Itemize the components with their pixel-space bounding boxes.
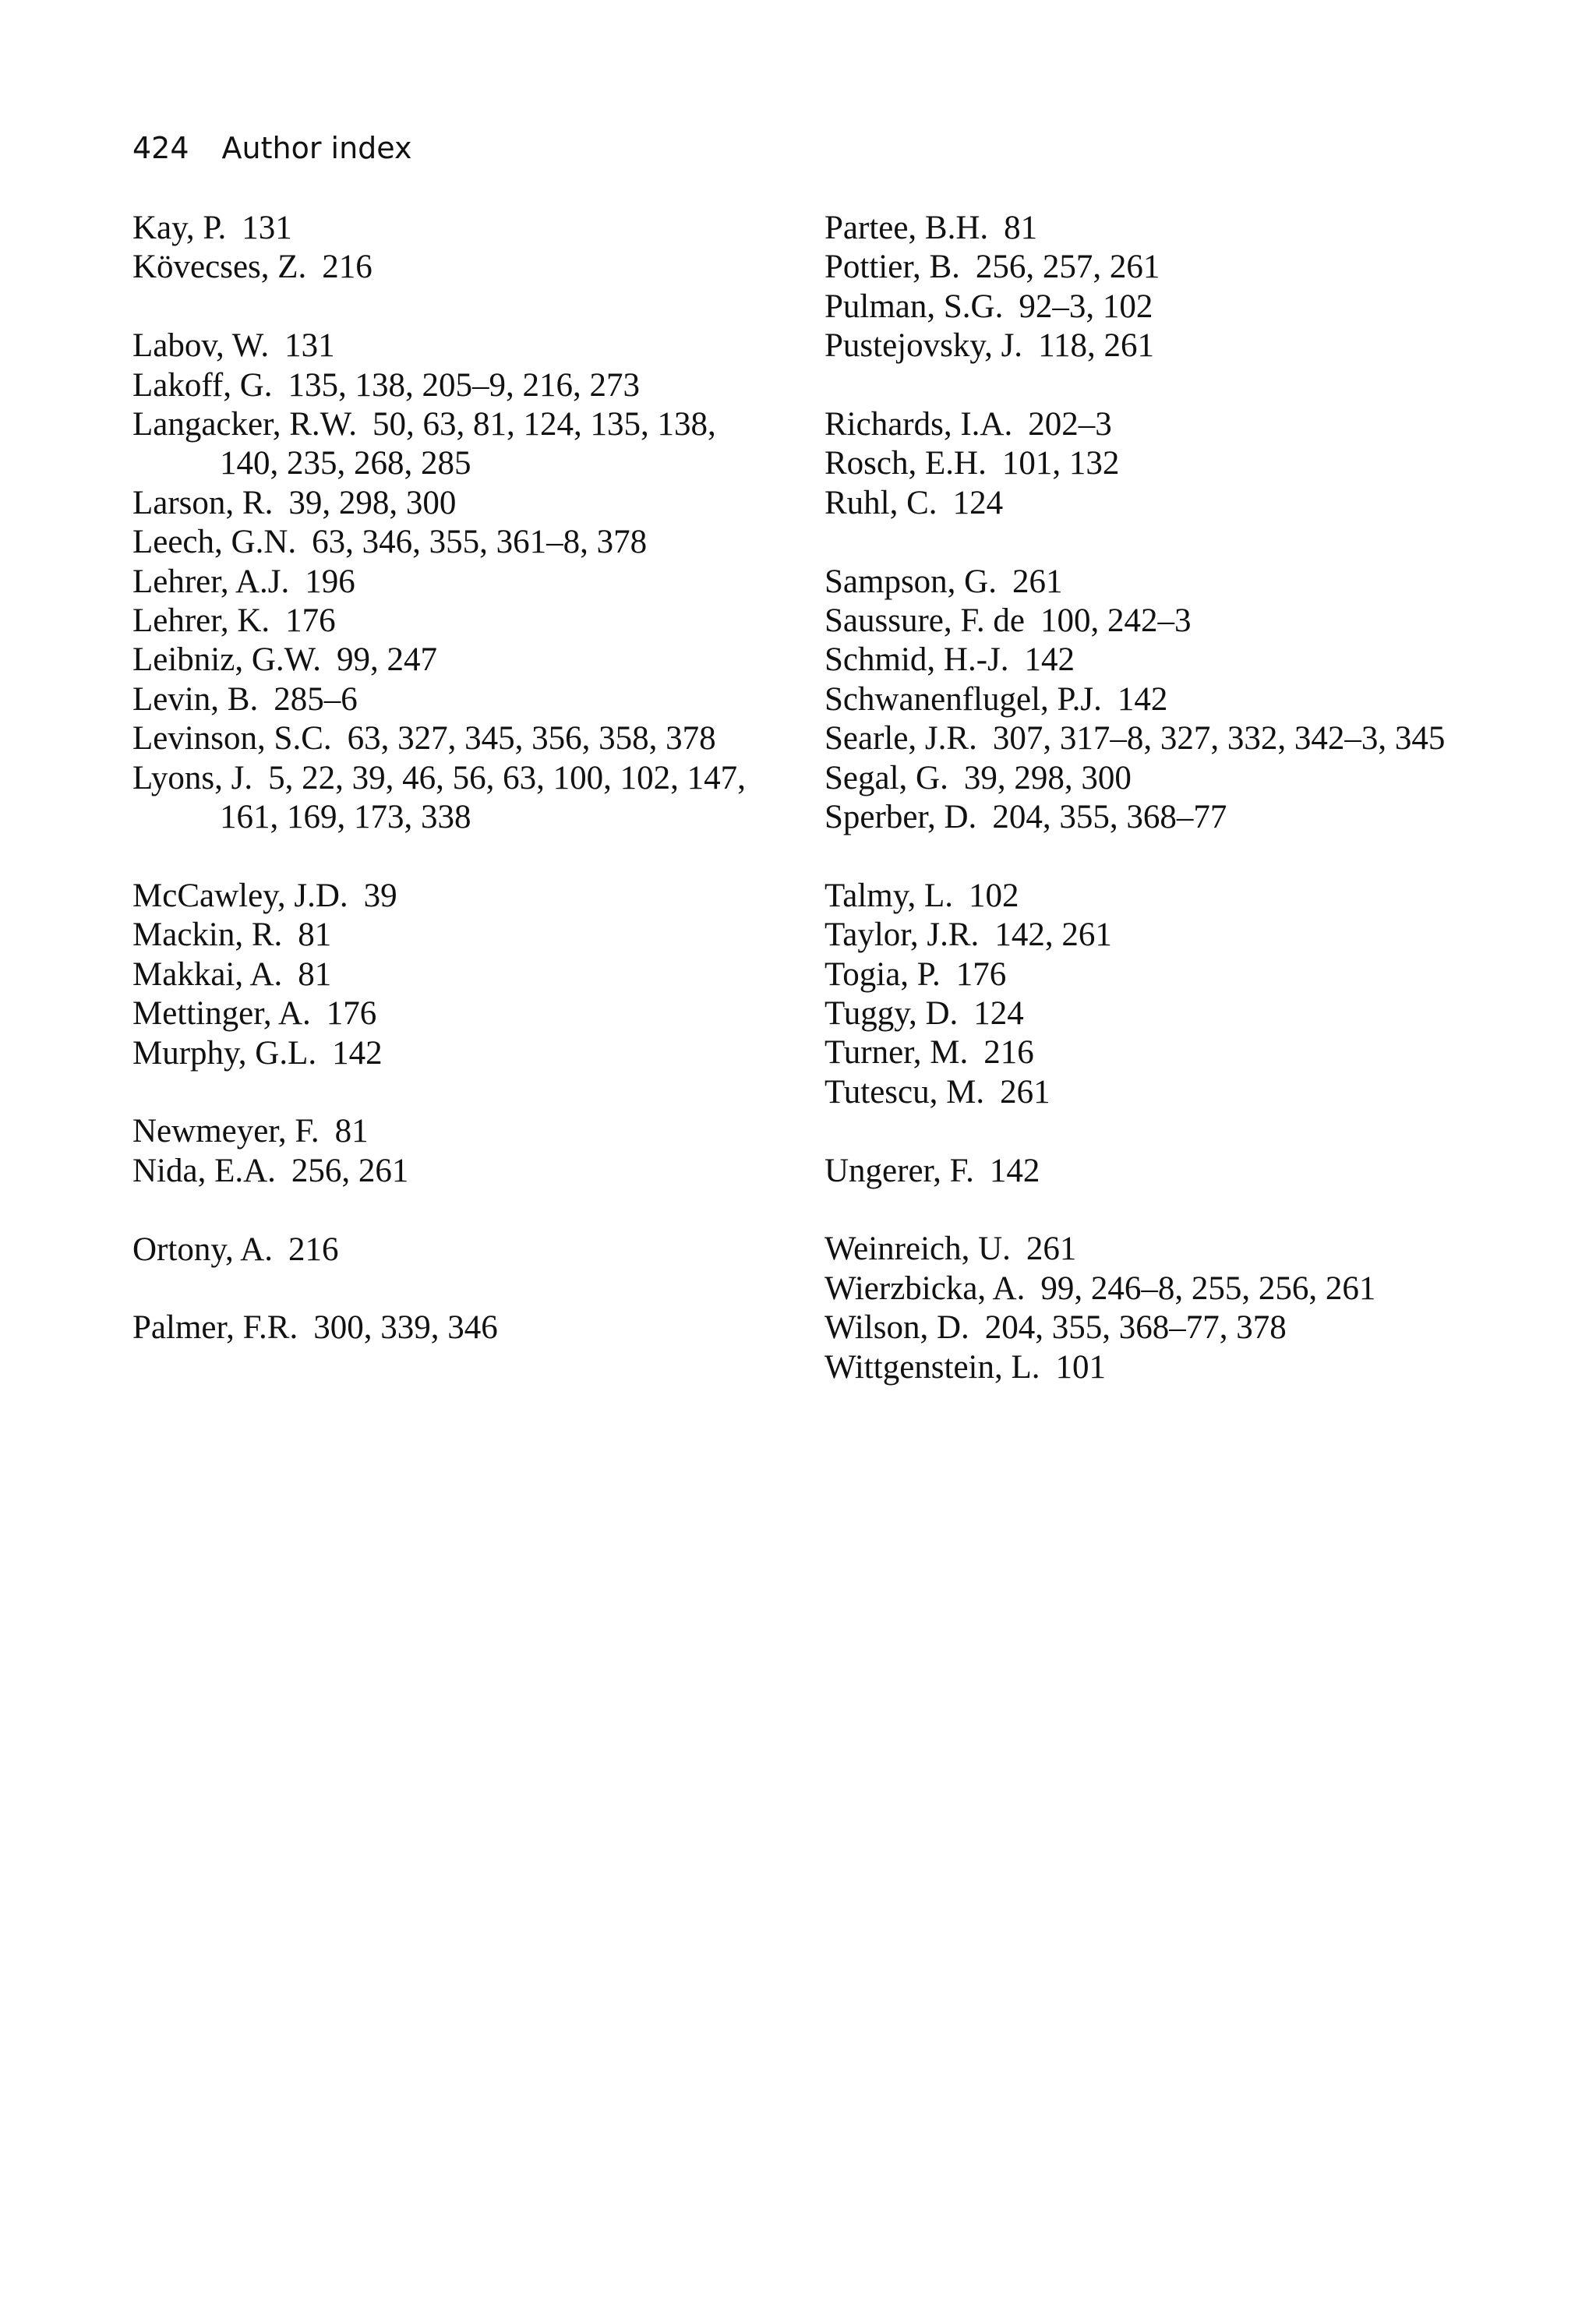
index-entry (824, 563, 1502, 602)
author-name: Murphy, G.L. (132, 1034, 317, 1072)
author-name: Wittgenstein, L. (824, 1348, 1040, 1386)
page-references: 50, 63, 81, 124, 135, 138, 140, 235, 268, 285 (220, 406, 716, 482)
page-references: 99, 246–8, 255, 256, 261 (1040, 1270, 1376, 1307)
page-references: 39, 298, 300 (963, 759, 1132, 796)
author-name: Talmy, L. (824, 877, 953, 914)
author-name: Leech, G.N. (132, 524, 297, 561)
index-entry (824, 916, 1502, 955)
index-entry (132, 602, 772, 641)
page-references: 92–3, 102 (1019, 288, 1153, 325)
index-entry (132, 209, 772, 248)
index-entry (824, 1270, 1502, 1308)
page-references: 135, 138, 205–9, 216, 273 (288, 366, 641, 404)
author-name: Nida, E.A. (132, 1152, 276, 1189)
page-references: 101, 132 (1001, 445, 1120, 482)
letter-group-gap (132, 1191, 772, 1230)
index-entry (824, 877, 1502, 916)
index-entry (132, 877, 772, 916)
page-references: 81 (298, 916, 332, 954)
author-name: Lehrer, A.J. (132, 563, 290, 600)
author-name: Taylor, J.R. (824, 916, 980, 954)
author-name: Searle, J.R. (824, 720, 977, 758)
author-name: Schwanenflugel, P.J. (824, 680, 1102, 718)
running-title: Author index (221, 131, 412, 165)
page-references: 131 (284, 327, 335, 365)
index-entry (824, 288, 1502, 327)
index-entry (132, 405, 772, 484)
page-references: 81 (1004, 210, 1038, 246)
author-name: Pottier, B. (824, 249, 960, 286)
page-references: 131 (242, 210, 292, 246)
page-references: 142, 261 (994, 916, 1112, 954)
index-entry (824, 680, 1502, 719)
index-entry (824, 1033, 1502, 1072)
letter-group-gap (132, 1073, 772, 1112)
author-name: Labov, W. (132, 327, 270, 365)
index-entry (824, 602, 1502, 641)
index-entry (132, 994, 772, 1033)
index-entry (132, 916, 772, 955)
author-name: Weinreich, U. (824, 1231, 1011, 1268)
page-references: 216 (983, 1034, 1034, 1072)
author-name: Tuggy, D. (824, 995, 959, 1033)
index-entry (824, 994, 1502, 1033)
author-name: Lyons, J. (132, 759, 253, 796)
author-name: Ortony, A. (132, 1231, 273, 1268)
author-name: Mackin, R. (132, 916, 283, 954)
letter-group-gap (132, 288, 772, 327)
page-references: 261 (1012, 563, 1063, 600)
author-name: Wilson, D. (824, 1309, 969, 1347)
index-entry (824, 798, 1502, 837)
page-references: 204, 355, 368–77 (992, 799, 1227, 836)
author-name: McCawley, J.D. (132, 877, 348, 914)
index-entry (824, 719, 1502, 758)
page-references: 176 (285, 602, 336, 640)
page-references: 100, 242–3 (1040, 602, 1192, 640)
author-name: Schmid, H.-J. (824, 641, 1009, 679)
page-references: 204, 355, 368–77, 378 (984, 1309, 1287, 1347)
index-entry (824, 327, 1502, 366)
page-references: 176 (326, 995, 377, 1033)
page-references: 300, 339, 346 (313, 1309, 498, 1347)
author-name: Levinson, S.C. (132, 720, 332, 758)
author-name: Leibniz, G.W. (132, 641, 322, 679)
letter-group-gap (824, 837, 1502, 876)
page-references: 142 (1024, 641, 1075, 679)
index-entry (824, 955, 1502, 994)
index-entry (132, 719, 772, 758)
page-references: 124 (952, 484, 1004, 521)
author-name: Kövecses, Z. (132, 249, 307, 286)
page-references: 102 (968, 877, 1019, 914)
page-references: 256, 257, 261 (975, 249, 1160, 286)
index-entry (824, 1348, 1502, 1387)
author-name: Sperber, D. (824, 799, 977, 836)
author-name: Ruhl, C. (824, 484, 937, 521)
author-name: Turner, M. (824, 1034, 969, 1072)
author-name: Kay, P. (132, 210, 227, 246)
index-entry (132, 366, 772, 405)
page-references: 142 (1117, 680, 1168, 718)
letter-group-gap (132, 837, 772, 876)
page-references: 176 (955, 955, 1007, 993)
author-name: Togia, P. (824, 955, 941, 993)
author-name: Richards, I.A. (824, 406, 1013, 443)
page-references: 5, 22, 39, 46, 56, 63, 100, 102, 147, 161, 169, 173, 338 (220, 759, 746, 836)
page-references: 39 (363, 877, 397, 914)
author-name: Segal, G. (824, 759, 948, 796)
index-entry (824, 759, 1502, 798)
author-name: Ungerer, F. (824, 1152, 974, 1189)
author-name: Pulman, S.G. (824, 288, 1004, 325)
letter-group-gap (132, 1270, 772, 1308)
author-name: Pustejovsky, J. (824, 327, 1023, 365)
index-entry (824, 1152, 1502, 1191)
page-references: 81 (334, 1113, 369, 1150)
page-references: 81 (298, 955, 332, 993)
author-name: Lakoff, G. (132, 366, 273, 404)
page-references: 39, 298, 300 (288, 484, 457, 521)
index-entry (132, 1112, 772, 1151)
page-references: 216 (288, 1231, 339, 1268)
index-entry (132, 523, 772, 562)
index-entry (132, 484, 772, 523)
page-references: 256, 261 (291, 1152, 409, 1189)
page-references: 202–3 (1028, 406, 1112, 443)
page-references: 142 (989, 1152, 1040, 1189)
author-name: Langacker, R.W. (132, 406, 358, 443)
index-entry (132, 641, 772, 680)
index-column-left (132, 209, 772, 1348)
author-name: Makkai, A. (132, 955, 283, 993)
page-references: 63, 327, 345, 356, 358, 378 (347, 720, 716, 758)
author-name: Sampson, G. (824, 563, 997, 600)
page-references: 142 (332, 1034, 383, 1072)
index-entry (132, 327, 772, 366)
index-entry (132, 563, 772, 602)
running-head (132, 131, 412, 175)
page-references: 99, 247 (337, 641, 438, 679)
page-number: 424 (132, 131, 189, 165)
index-entry (132, 1231, 772, 1270)
index-entry (824, 1073, 1502, 1112)
page-references: 216 (322, 249, 373, 286)
author-name: Mettinger, A. (132, 995, 311, 1033)
letter-group-gap (824, 1112, 1502, 1151)
page-references: 118, 261 (1038, 327, 1154, 365)
index-column-right (824, 209, 1502, 1387)
author-name: Levin, B. (132, 680, 259, 718)
author-name: Partee, B.H. (824, 210, 989, 246)
author-name: Newmeyer, F. (132, 1113, 320, 1150)
index-entry (132, 955, 772, 994)
index-entry (824, 209, 1502, 248)
page-references: 285–6 (274, 680, 358, 718)
author-name: Tutescu, M. (824, 1073, 985, 1111)
author-name: Wierzbicka, A. (824, 1270, 1026, 1307)
index-entry (824, 641, 1502, 680)
index-entry (824, 1308, 1502, 1347)
letter-group-gap (824, 366, 1502, 405)
index-entry (132, 1034, 772, 1073)
index-entry (824, 405, 1502, 444)
author-name: Saussure, F. de (824, 602, 1025, 640)
page-references: 307, 317–8, 327, 332, 342–3, 345 (992, 720, 1446, 758)
page-references: 63, 346, 355, 361–8, 378 (312, 524, 648, 561)
author-name: Lehrer, K. (132, 602, 270, 640)
page-references: 261 (1026, 1231, 1077, 1268)
index-entry (132, 248, 772, 287)
letter-group-gap (824, 1191, 1502, 1230)
author-name: Larson, R. (132, 484, 274, 521)
letter-group-gap (824, 523, 1502, 562)
index-entry (132, 1152, 772, 1191)
index-entry (824, 1230, 1502, 1269)
page-references: 261 (1000, 1073, 1050, 1111)
index-entry (824, 444, 1502, 483)
author-name: Palmer, F.R. (132, 1309, 298, 1347)
author-name: Rosch, E.H. (824, 445, 987, 482)
index-entry (824, 248, 1502, 287)
page-references: 101 (1055, 1348, 1107, 1386)
page-references: 124 (973, 995, 1024, 1033)
index-entry (824, 484, 1502, 523)
index-entry (132, 1308, 772, 1347)
index-entry (132, 759, 772, 838)
index-entry (132, 680, 772, 719)
page-references: 196 (305, 563, 355, 600)
